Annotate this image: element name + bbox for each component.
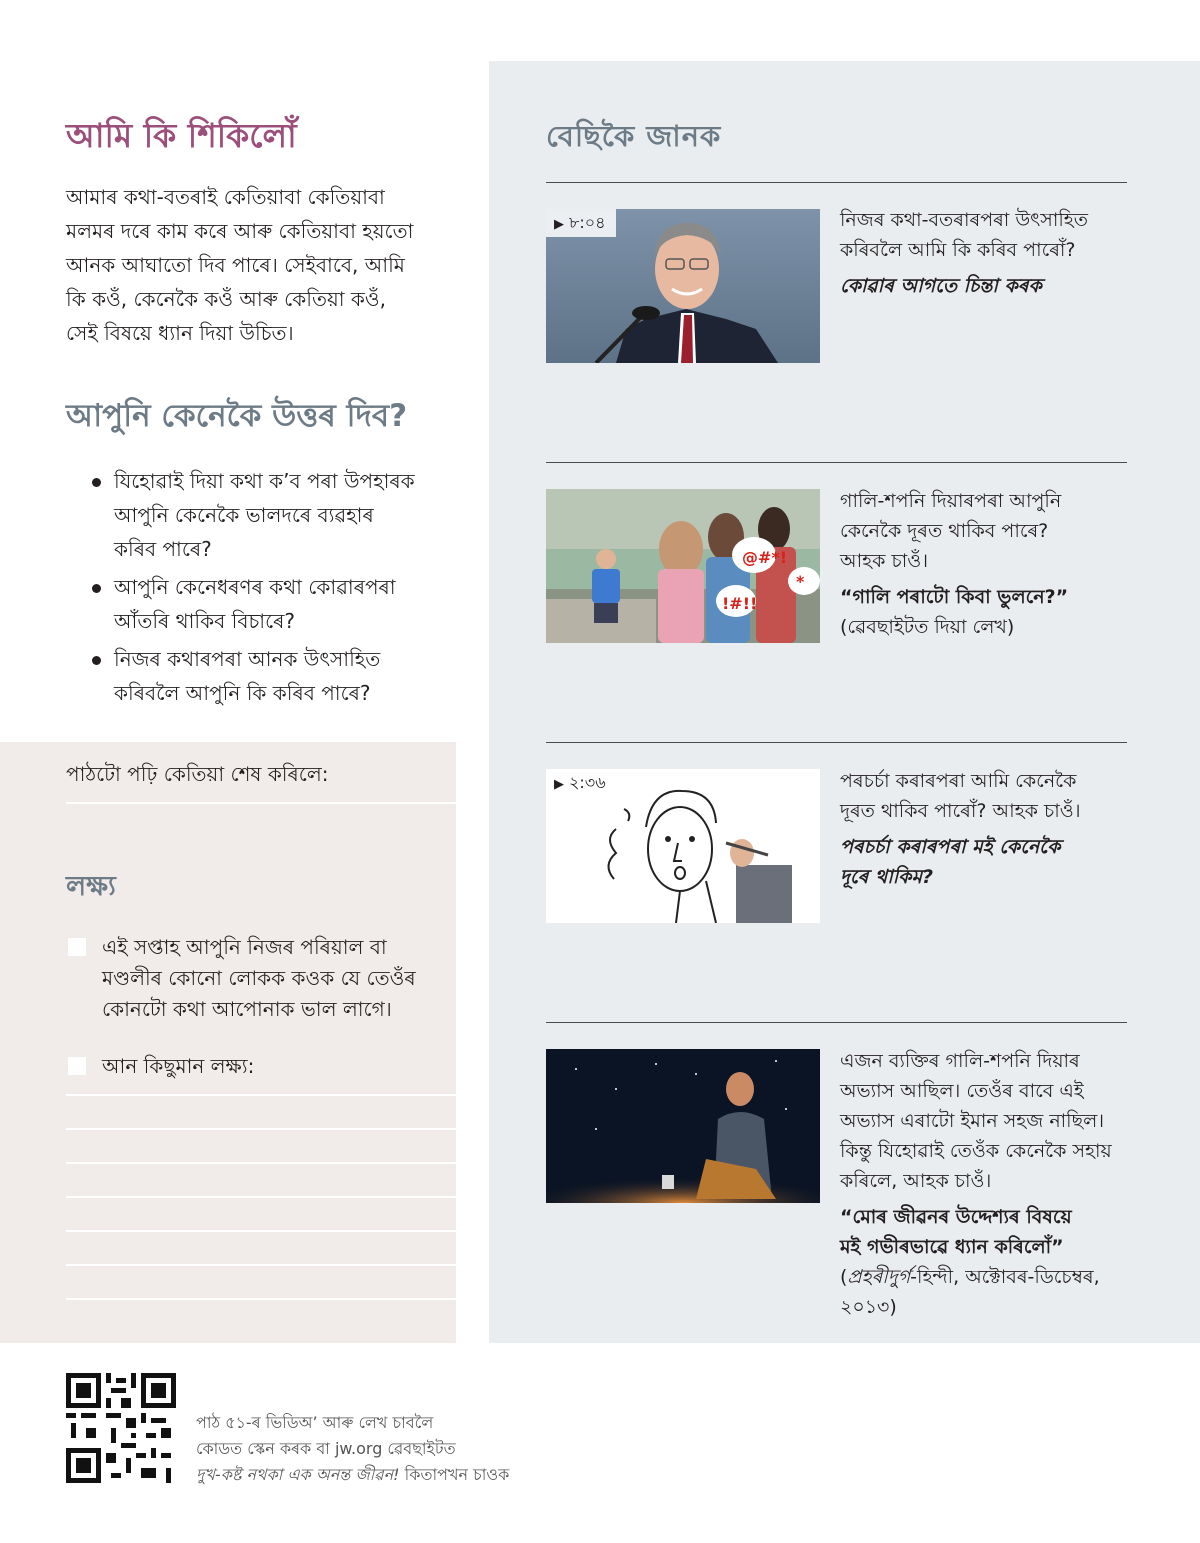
question-line: আঁতৰি থাকিব বিচাৰে? <box>114 609 295 633</box>
video-duration-badge <box>546 769 616 797</box>
footer-text <box>196 1410 509 1488</box>
write-line[interactable] <box>66 1298 456 1300</box>
intro-line: মলমৰ দৰে কাম কৰে আৰু কেতিয়াবা হয়তো <box>66 219 414 243</box>
question-line: আপুনি কেনেকৈ ভালদৰে ব্যৱহাৰ <box>114 503 374 527</box>
svg-text:*: * <box>796 572 805 591</box>
question-line: যিহোৱাই দিয়া কথা ক’ব পৰা উপহাৰক <box>114 469 415 493</box>
note-year: ২০১৩) <box>840 1296 897 1318</box>
night-sky-image <box>546 1049 820 1203</box>
duration-text: ২:৩৬ <box>569 773 606 792</box>
completion-date-label: পাঠটো পঢ়ি কেতিয়া শেষ কৰিলে: <box>66 762 329 786</box>
question-list <box>92 464 442 714</box>
desc-line: কৰিবলৈ আমি কি কৰিব পাৰোঁ? <box>840 239 1076 261</box>
video-duration-badge <box>546 209 616 237</box>
article-title-link[interactable]: “গালি পৰাটো কিবা ভুলনে?” <box>840 586 1069 608</box>
desc-line: দূৰত থাকিব পাৰোঁ? আহক চাওঁ। <box>840 800 1081 822</box>
write-line[interactable] <box>66 1230 456 1232</box>
article-title-link[interactable] <box>840 1202 1130 1262</box>
title-line: মই গভীৰভাৱে ধ্যান কৰিলোঁ” <box>840 1236 1064 1258</box>
title-line: পৰচৰ্চা কৰাৰপৰা মই কেনেকৈ <box>840 836 1061 858</box>
intro-line: কি কওঁ, কেনেকৈ কওঁ আৰু কেতিয়া কওঁ, <box>66 287 386 311</box>
separator <box>546 182 1127 183</box>
goal-item <box>68 1051 448 1082</box>
item-description <box>840 205 1130 301</box>
intro-line: আমাৰ কথা-বতৰাই কেতিয়াবা কেতিয়াবা <box>66 185 385 209</box>
goal-line: কোনটো কথা আপোনাক ভাল লাগে। <box>102 997 392 1021</box>
intro-line: সেই বিষয়ে ধ্যান দিয়া উচিত। <box>66 321 294 345</box>
write-line[interactable] <box>66 1196 456 1198</box>
question-item <box>92 570 442 638</box>
svg-text:@#*!: @#*! <box>742 548 788 567</box>
article-note: (ৱেবছাইটত দিয়া লেখ) <box>840 616 1015 638</box>
qr-code-icon[interactable] <box>66 1373 176 1483</box>
learned-heading: আমি কি শিকিলোঁ <box>66 116 297 155</box>
completion-date-line[interactable] <box>66 802 456 804</box>
footer-line: কোডত স্কেন কৰক বা jw.org ৱেবছাইটত <box>196 1439 456 1458</box>
book-title: দুখ-কষ্ট নথকা এক অনন্ত জীৱন! <box>196 1465 400 1484</box>
desc-line: অভ্যাস আছিল। তেওঁৰ বাবে এই <box>840 1080 1084 1102</box>
question-item <box>92 464 442 566</box>
separator <box>546 742 1127 743</box>
learn-more-heading: বেছিকৈ জানক <box>546 119 722 153</box>
video-thumbnail-speaker[interactable] <box>546 209 820 363</box>
video-thumbnail-drawing[interactable] <box>546 769 820 923</box>
desc-line: এজন ব্যক্তিৰ গালি-শপনি দিয়াৰ <box>840 1050 1080 1072</box>
video-title-link[interactable] <box>840 832 1130 892</box>
desc-line: কিন্তু যিহোৱাই তেওঁক কেনেকৈ সহায় <box>840 1140 1112 1162</box>
item-description <box>840 486 1130 642</box>
goal-checkbox[interactable] <box>68 1057 86 1075</box>
answer-heading: আপুনি কেনেকৈ উত্তৰ দিব? <box>66 398 408 434</box>
desc-line: কৰিলে, আহক চাওঁ। <box>840 1170 992 1192</box>
play-icon: ▶ <box>554 217 564 232</box>
title-line: “মোৰ জীৱনৰ উদ্দেশ্যৰ বিষয়ে <box>840 1206 1072 1228</box>
intro-line: আনক আঘাতো দিব পাৰে। সেইবাবে, আমি <box>66 253 405 277</box>
desc-line: অভ্যাস এৰাটো ইমান সহজ নাছিল। <box>840 1110 1105 1132</box>
note-open: ( <box>840 1266 848 1288</box>
note-rest: -হিন্দী, অক্টোবৰ-ডিচেম্বৰ, <box>910 1266 1100 1288</box>
goal-checkbox[interactable] <box>68 938 86 956</box>
article-note <box>840 1262 1130 1292</box>
play-icon: ▶ <box>554 777 564 792</box>
goal-line: এই সপ্তাহ আপুনি নিজৰ পৰিয়াল বা <box>102 935 387 959</box>
write-line[interactable] <box>66 1094 456 1096</box>
desc-line: গালি-শপনি দিয়াৰপৰা আপুনি <box>840 490 1062 512</box>
item-description <box>840 1046 1130 1322</box>
desc-line: নিজৰ কথা-বতৰাৰপৰা উৎসাহিত <box>840 209 1089 231</box>
goal-text <box>68 932 448 1025</box>
question-line: কৰিব পাৰে? <box>114 537 212 561</box>
goal-heading: লক্ষ্য <box>66 871 116 902</box>
desc-line: আহক চাওঁ। <box>840 550 929 572</box>
question-item <box>92 642 442 710</box>
write-line[interactable] <box>66 1264 456 1266</box>
write-line[interactable] <box>66 1128 456 1130</box>
question-line: আপুনি কেনেধৰণৰ কথা কোৱাৰপৰা <box>114 575 396 599</box>
goal-line: মণ্ডলীৰ কোনো লোকক কওক যে তেওঁৰ <box>102 966 416 990</box>
magazine-name: প্ৰহৰীদুৰ্গ <box>847 1266 911 1288</box>
article-thumbnail-night[interactable] <box>546 1049 820 1203</box>
footer-line-rest: কিতাপখন চাওক <box>399 1465 510 1484</box>
question-line: কৰিবলৈ আপুনি কি কৰিব পাৰে? <box>114 681 371 705</box>
footer-line <box>196 1462 509 1488</box>
desc-line: পৰচৰ্চা কৰাৰপৰা আমি কেনেকৈ <box>840 770 1077 792</box>
teens-image <box>546 489 820 643</box>
separator <box>546 1022 1127 1023</box>
separator <box>546 462 1127 463</box>
desc-line: কেনেকৈ দূৰত থাকিব পাৰে? <box>840 520 1049 542</box>
svg-text:!#!!: !#!! <box>722 594 758 613</box>
duration-text: ৮:০৪ <box>569 213 606 232</box>
question-line: নিজৰ কথাৰপৰা আনক উৎসাহিত <box>114 647 381 671</box>
intro-paragraph <box>66 180 446 350</box>
goal-text: আন কিছুমান লক্ষ্য: <box>102 1054 255 1078</box>
goal-item <box>68 932 448 1025</box>
write-line[interactable] <box>66 1162 456 1164</box>
goals-box <box>0 742 456 1343</box>
video-title-link[interactable]: কোৱাৰ আগতে চিন্তা কৰক <box>840 275 1042 297</box>
title-line: দূৰে থাকিম? <box>840 866 934 888</box>
item-description <box>840 766 1130 892</box>
footer-line: পাঠ ৫১-ৰ ভিডিঅ’ আৰু লেখ চাবলৈ <box>196 1413 434 1432</box>
article-thumbnail-teens[interactable] <box>546 489 820 643</box>
